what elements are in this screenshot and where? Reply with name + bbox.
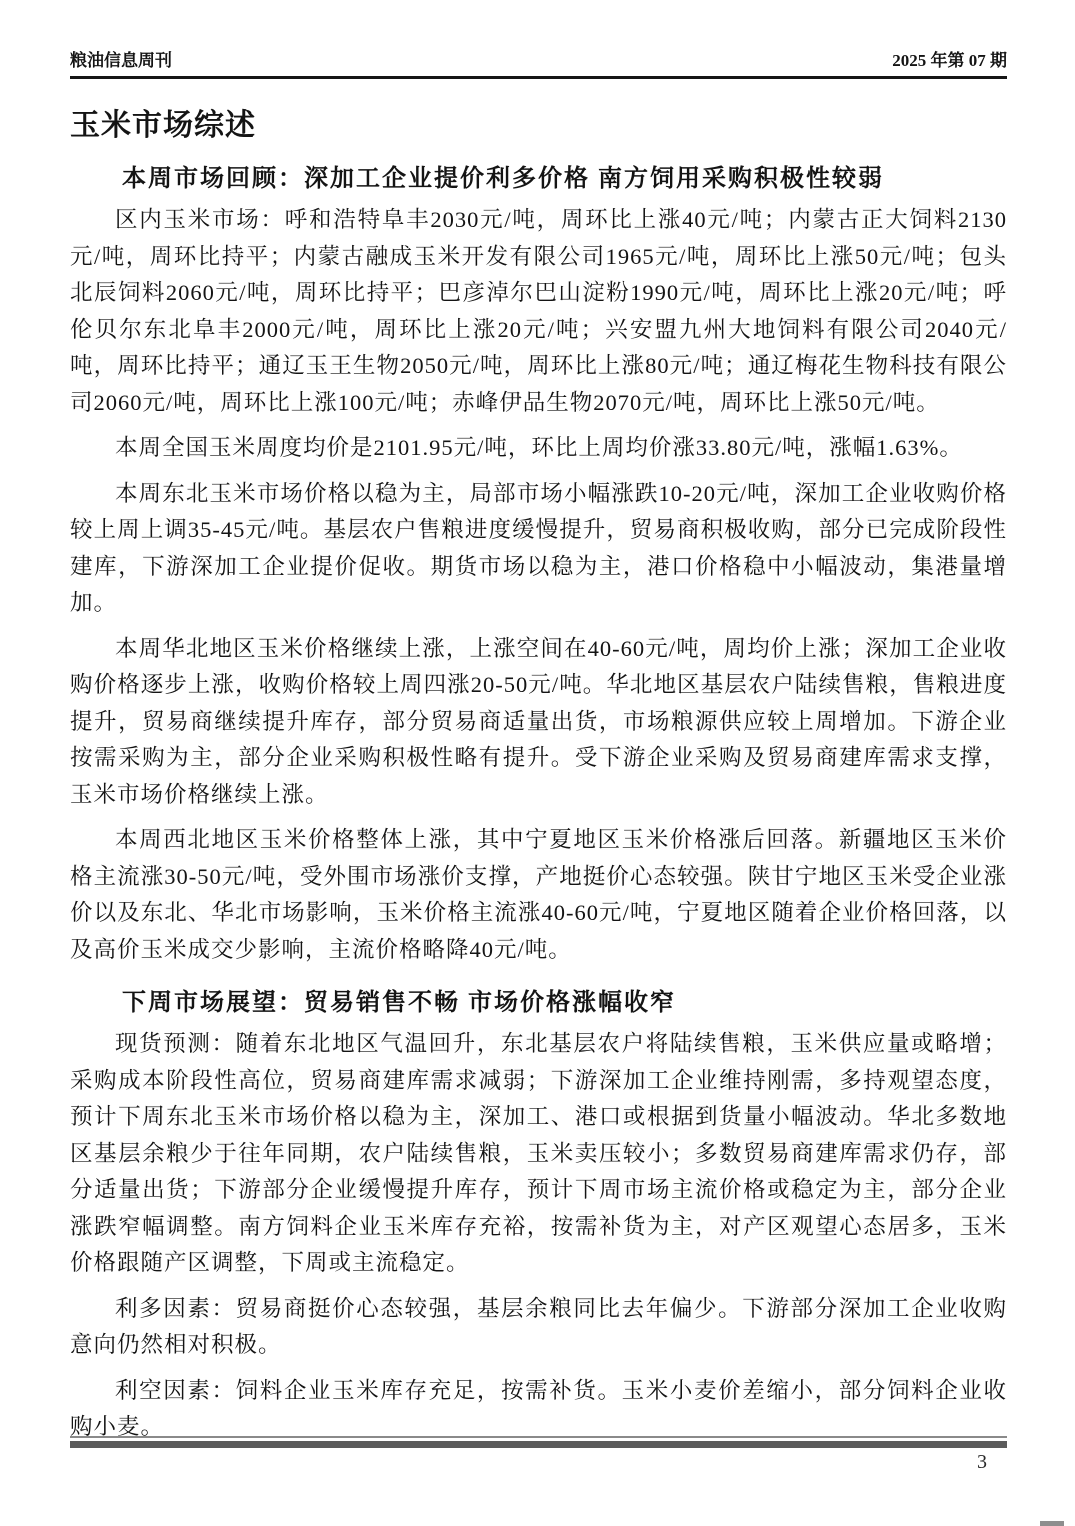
paragraph-regional-prices: 区内玉米市场：呼和浩特阜丰2030元/吨，周环比上涨40元/吨；内蒙古正大饲料2130元/吨，周环比持平；内蒙古融成玉米开发有限公司1965元/吨，周环比上涨50元/吨；包头北辰饲料2060元/吨，周环比持平；巴彦淖尔巴山淀粉1990元/吨，周环比上涨20元/吨；呼伦贝尔东北阜丰2000元/吨，周环比上涨20元/吨；兴安盟九州大地饲料有限公司2040元/吨，周环比持平；通辽玉王生物2050元/吨，周环比上涨80元/吨；通辽梅花生物科技有限公司2060元/吨，周环比上涨100元/吨；赤峰伊品生物2070元/吨，周环比上涨50元/吨。 <box>70 207 1007 415</box>
page-content <box>70 92 1007 1455</box>
paragraph-north-china-market: 本周华北地区玉米价格继续上涨，上涨空间在40-60元/吨，周均价上涨；深加工企业收购价格逐步上涨，收购价格较上周四涨20-50元/吨。华北地区基层农户陆续售粮，售粮进度提升，贸易商继续提升库存，部分贸易商适量出货，市场粮源供应较上周增加。下游企业按需采购为主，部分企业采购积极性略有提升。受下游企业采购及贸易商建库需求支撑，玉米市场价格继续上涨。 <box>70 635 1007 807</box>
page-header <box>70 46 1007 79</box>
section-next-week-outlook <box>70 982 1007 1446</box>
paragraph-spot-forecast: 现货预测：随着东北地区气温回升，东北基层农户将陆续售粮，玉米供应量或略增；采购成本阶段性高位，贸易商建库需求减弱；下游深加工企业维持刚需，多持观望态度，预计下周东北玉米市场价格以稳为主，深加工、港口或根据到货量小幅波动。华北多数地区基层余粮少于往年同期，农户陆续售粮，玉米卖压较小；多数贸易商建库需求仍存，部分适量出货；下游部分企业缓慢提升库存，预计下周市场主流价格或稳定为主，部分企业涨跌窄幅调整。南方饲料企业玉米库存充裕，按需补货为主，对产区观望心态居多，玉米价格跟随产区调整，下周或主流稳定。 <box>70 1031 1007 1275</box>
paragraph-northwest-market: 本周西北地区玉米价格整体上涨，其中宁夏地区玉米价格涨后回落。新疆地区玉米价格主流涨30-50元/吨，受外围市场涨价支撑，产地挺价心态较强。陕甘宁地区玉米受企业涨价以及东北、华北市场影响，玉米价格主流涨40-60元/吨，宁夏地区随着企业价格回落，以及高价玉米成交少影响，主流价格略降40元/吨。 <box>70 827 1007 962</box>
page-number: 3 <box>977 1451 987 1473</box>
paragraph-bullish-factors: 利多因素：贸易商挺价心态较强，基层余粮同比去年偏少。下游部分深加工企业收购意向仍然相对积极。 <box>70 1295 1007 1357</box>
footer-thick-rule <box>70 1441 1007 1448</box>
journal-title: 粮油信息周刊 <box>70 51 172 70</box>
page-title: 玉米市场综述 <box>70 109 256 142</box>
issue-number: 2025 年第 07 期 <box>892 51 1007 70</box>
footer-thin-rule <box>70 1436 1007 1438</box>
next-page-edge-artifact <box>1040 1521 1064 1526</box>
section-heading-outlook: 下周市场展望：贸易销售不畅 市场价格涨幅收窄 <box>122 990 676 1016</box>
paragraph-national-average: 本周全国玉米周度均价是2101.95元/吨，环比上周均价涨33.80元/吨，涨幅1.63%。 <box>115 435 963 460</box>
paragraph-bearish-factors: 利空因素：饲料企业玉米库存充足，按需补货。玉米小麦价差缩小，部分饲料企业收购小麦。 <box>70 1377 1007 1439</box>
paragraph-northeast-market: 本周东北玉米市场价格以稳为主，局部市场小幅涨跌10-20元/吨，深加工企业收购价格较上周上调35-45元/吨。基层农户售粮进度缓慢提升，贸易商积极收购，部分已完成阶段性建库，下游深加工企业提价促收。期货市场以稳为主，港口价格稳中小幅波动，集港量增加。 <box>70 480 1007 615</box>
section-weekly-review <box>70 158 1007 968</box>
section-heading-weekly-review: 本周市场回顾：深加工企业提价利多价格 南方饲用采购积极性较弱 <box>122 166 884 192</box>
